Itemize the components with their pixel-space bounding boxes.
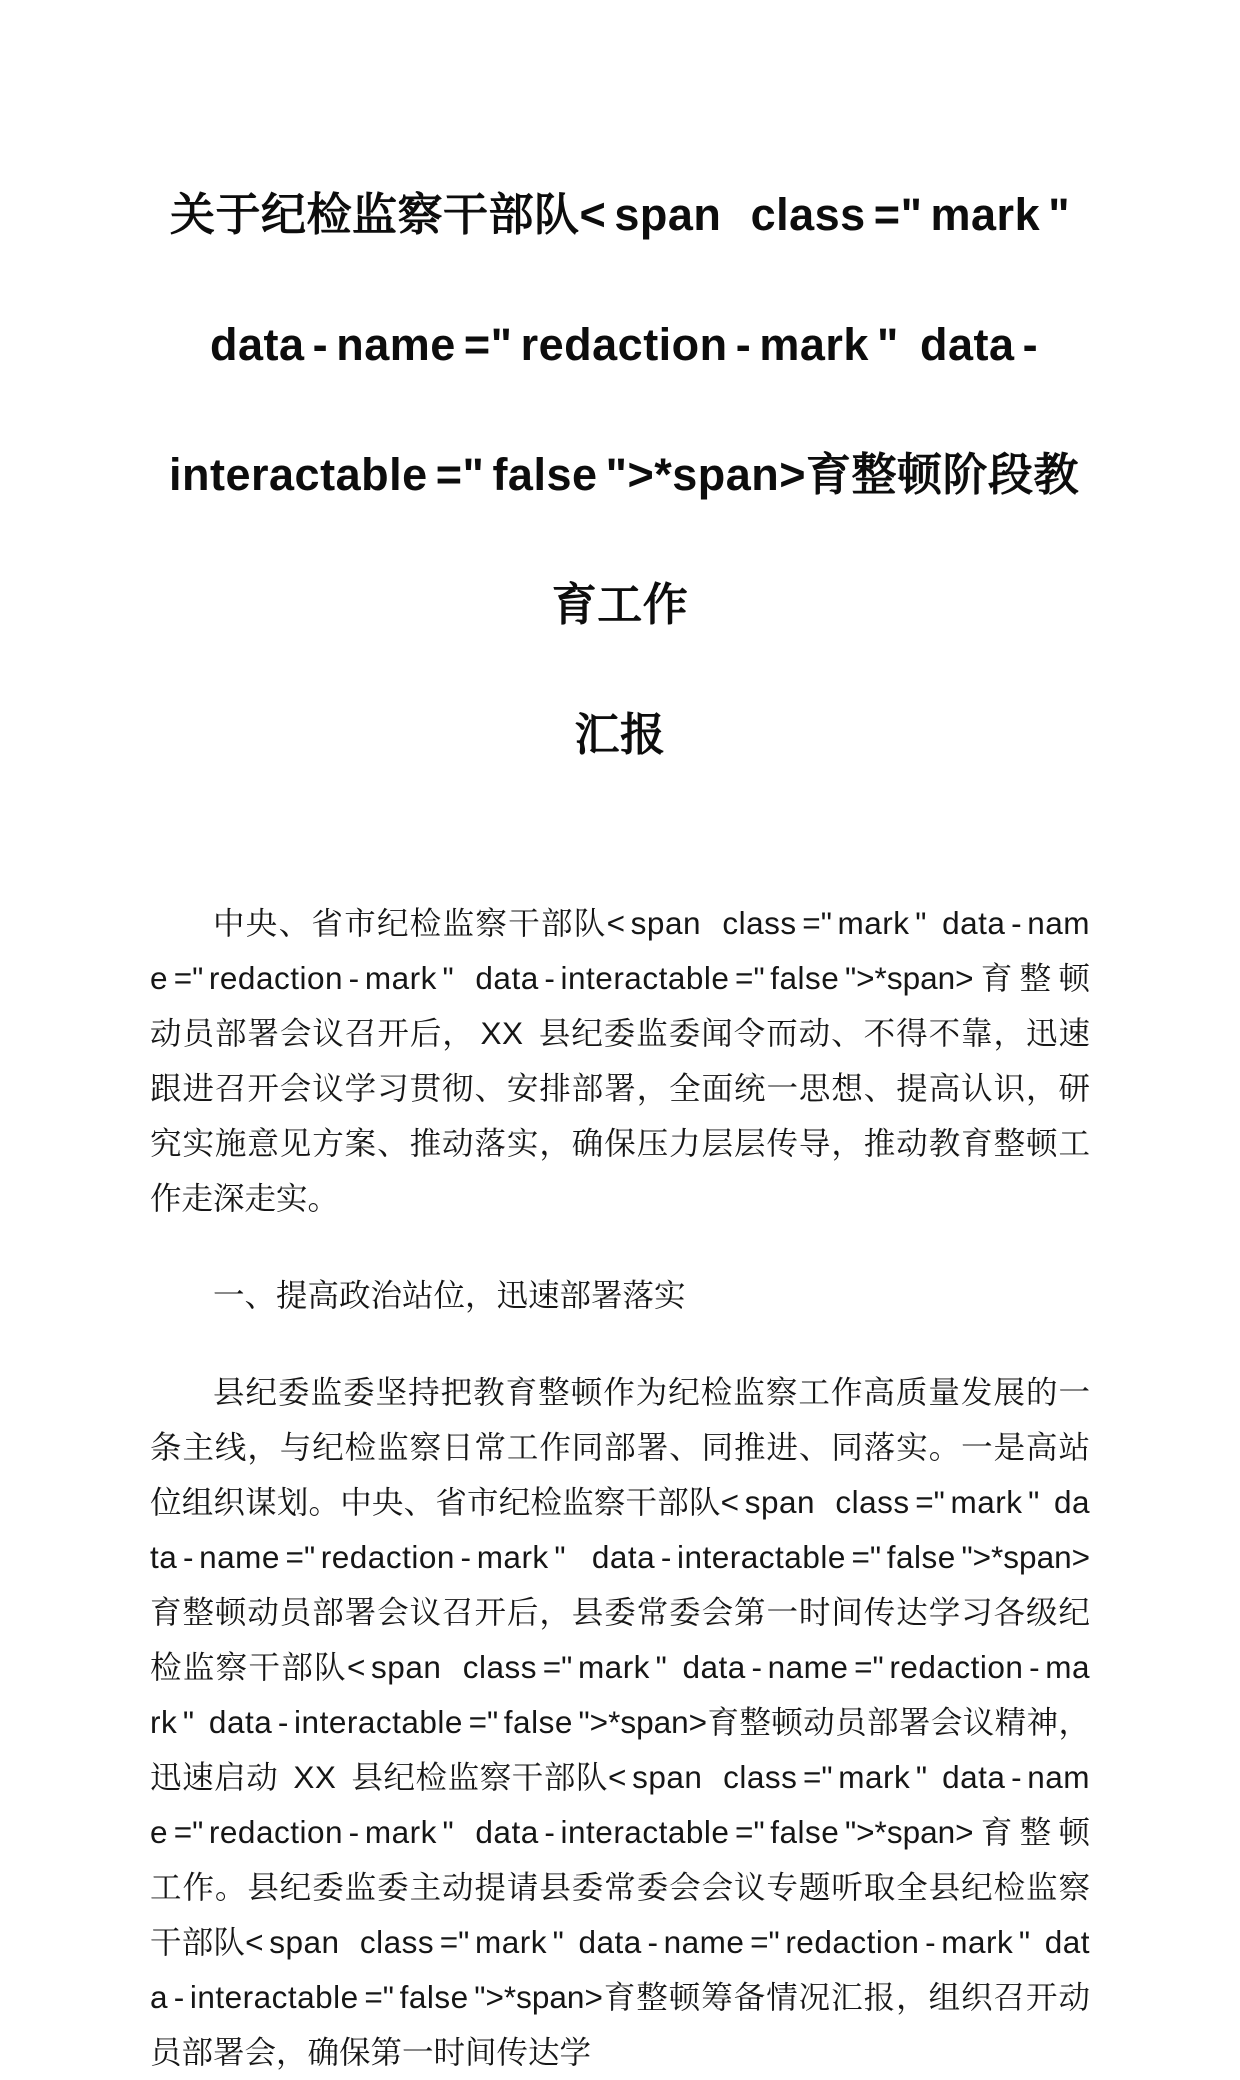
section-heading-1: 一、提高政治站位，迅速部署落实: [213, 1277, 686, 1313]
document-body: [150, 896, 1090, 2080]
page-title-line-1: 关于纪检监察干部队< span class =" mark " data - name =" redaction - mark " data -interactable =" false ">*span>育整顿阶段教育工作: [169, 189, 1080, 630]
paragraph-section-1-body: 县纪委监委坚持把教育整顿作为纪检监察工作高质量发展的一条主线，与纪检监察日常工作同部署、同推进、同落实。一是高站位组织谋划。中央、省市纪检监察干部队< span class =" mark " data - name =" redaction - mark " data - interactable =" false ">*span>育整顿动员部署会议召开后，县委常委会第一时间传达学习各级纪检监察干部队< span class =" mark " data - name =" redaction - mark " data - interactable =" false ">*span>育整顿动员部署会议精神，迅速启动 XX 县纪检监察干部队< span class =" mark " data - name =" redaction - mark " data - interactable =" false ">*span>育整顿工作。县纪委监委主动提请县委常委会会议专题听取全县纪检监察干部队< span class =" mark " data - name =" redaction - mark " data - interactable =" false ">*span>育整顿筹备情况汇报，组织召开动员部署会，确保第一时间传达学: [150, 1374, 1091, 2070]
page-title: [150, 150, 1090, 800]
page-title-line-2: 汇报: [574, 709, 666, 760]
paragraph-intro: 中央、省市纪检监察干部队< span class =" mark " data - name =" redaction - mark " data - interactable =" false ">*span>育整顿动员部署会议召开后， XX 县纪委监委闻令而动、不得不靠，迅速跟进召开会议学习贯彻、安排部署，全面统一思想、提高认识，研究实施意见方案、推动落实，确保压力层层传导，推动教育整顿工作走深走实。: [150, 905, 1091, 1216]
